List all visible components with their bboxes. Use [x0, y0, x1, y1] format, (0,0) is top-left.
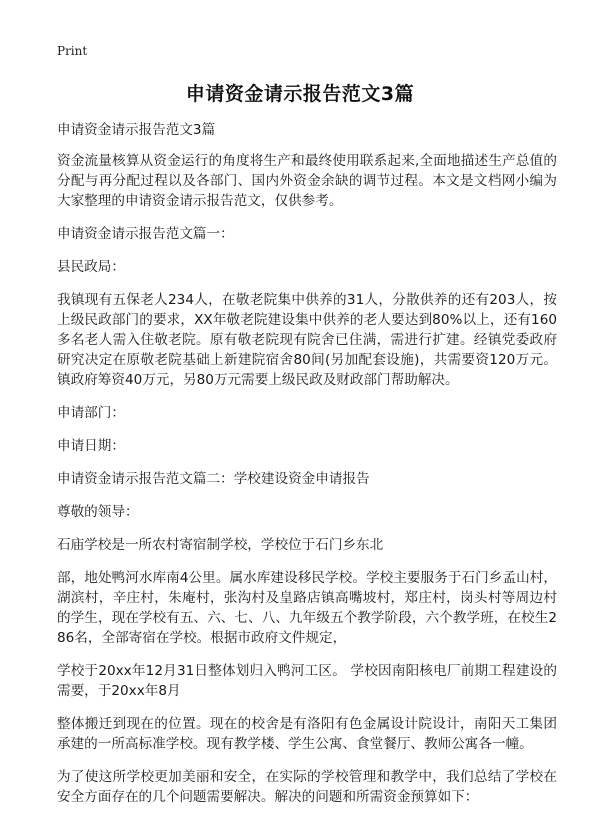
paragraph-department: 申请部门： [57, 405, 125, 421]
print-link[interactable]: Print [57, 44, 88, 58]
paragraph-heading-1: 申请资金请示报告范文篇一： [57, 226, 234, 242]
paragraph-school-relocation: 整体搬迁到现在的位置。现在的校舍是有洛阳有色金属设计院设计，南阳天工集团承建的一所高标准学校。现有教学楼、学生公寓、食堂餐厅、教师公寓各一幢。 [57, 716, 557, 752]
paragraph-subtitle: 申请资金请示报告范文3篇 [57, 122, 216, 138]
paragraph-safety-issues: 为了使这所学校更加美丽和安全，在实际的学校管理和教学中，我们总结了学校在安全方面存在的几个问题需要解决。解决的问题和所需资金预算如下： [57, 769, 557, 805]
paragraph-intro: 资金流量核算从资金运行的角度将生产和最终使用联系起来,全面地描述生产总值的分配与再分配过程以及各部门、国内外资金余缺的调节过程。本文是文档网小编为大家整理的申请资金请示报告范文，仅供参考。 [57, 153, 557, 209]
paragraph-date: 申请日期： [57, 438, 125, 454]
paragraph-salutation-1: 县民政局： [57, 259, 125, 275]
document-title: 申请资金请示报告范文3篇 [185, 83, 415, 105]
paragraph-school-intro: 石庙学校是一所农村寄宿制学校，学校位于石门乡东北 [57, 537, 384, 553]
document-body [57, 120, 557, 820]
paragraph-school-location: 部，地处鸭河水库南4公里。属水库建设移民学校。学校主要服务于石门乡孟山村，湖滨村，辛庄村，朱庵村，张沟村及皇路店镇高嘴坡村，郑庄村，岗头村等周边村的学生，现在学校有五、六、七、八、九年级五个教学阶段，六个教学班，在校生286名，全部寄宿在学校。根据市政府文件规定， [57, 570, 557, 646]
paragraph-school-transfer: 学校于20xx年12月31日整体划归入鸭河工区。 学校因南阳核电厂前期工程建设的需要，于20xx年8月 [57, 663, 557, 699]
paragraph-body-1: 我镇现有五保老人234人，在敬老院集中供养的31人，分散供养的还有203人，按上级民政部门的要求，XX年敬老院建设集中供养的老人要达到80%以上，还有160多名老人需入住敬老院。原有敬老院现有院舍已住满，需进行扩建。经镇党委政府研究决定在原敬老院基础上新建院宿舍80间(另加配套设施)，共需要资120万元。镇政府筹资40万元，另80万元需要上级民政及财政部门帮助解决。 [57, 292, 557, 388]
paragraph-heading-2: 申请资金请示报告范文篇二：学校建设资金申请报告 [57, 471, 370, 487]
paragraph-salutation-2: 尊敬的领导： [57, 504, 139, 520]
